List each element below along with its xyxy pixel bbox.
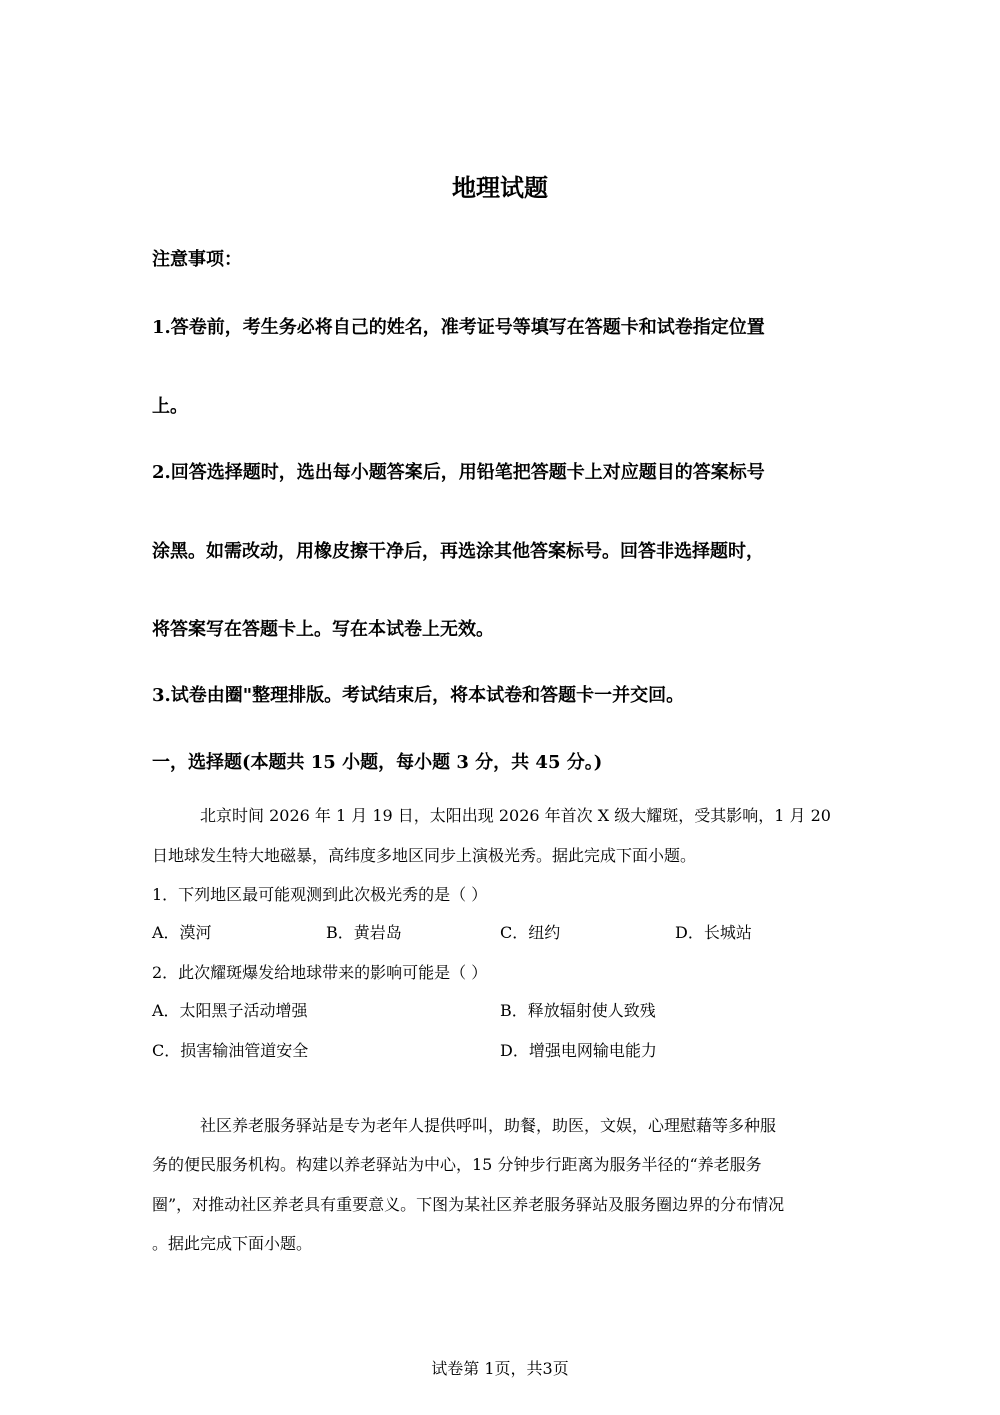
question-1-option-a: A．漠河 <box>152 923 212 942</box>
notice-item-2-line-1: 2.回答选择题时，选出每小题答案后，用铅笔把答题卡上对应题目的答案标号 <box>152 462 765 483</box>
passage-2-line-3: 圈”，对推动社区养老具有重要意义。下图为某社区养老服务驿站及服务圈边界的分布情况 <box>152 1195 785 1214</box>
notice-item-1-line-2: 上。 <box>152 396 188 417</box>
page-title: 地理试题 <box>452 173 548 202</box>
question-1-option-d: D．长城站 <box>675 923 752 942</box>
notice-item-1-line-1: 1.答卷前，考生务必将自己的姓名，准考证号等填写在答题卡和试卷指定位置 <box>152 317 765 338</box>
question-2-option-c: C．损害输油管道安全 <box>152 1041 309 1060</box>
page-footer: 试卷第 1页，共3页 <box>431 1359 569 1378</box>
notice-item-3: 3.试卷由圈"整理排版。考试结束后，将本试卷和答题卡一并交回。 <box>152 685 685 706</box>
passage-1-line-1: 北京时间 2026 年 1 月 19 日，太阳出现 2026 年首次 X 级大耀斑，受其影响，1 月 20 <box>200 806 831 825</box>
passage-1-line-2: 日地球发生特大地磁暴，高纬度多地区同步上演极光秀。据此完成下面小题。 <box>152 846 697 865</box>
notice-item-2-line-2: 涂黑。如需改动，用橡皮擦干净后，再选涂其他答案标号。回答非选择题时， <box>152 541 764 562</box>
passage-2-line-2: 务的便民服务机构。构建以养老驿站为中心，15 分钟步行距离为服务半径的“养老服务 <box>152 1155 762 1174</box>
question-1-stem: 1．下列地区最可能观测到此次极光秀的是（ ） <box>152 885 488 904</box>
passage-2-line-4: 。据此完成下面小题。 <box>152 1234 313 1253</box>
passage-2-line-1: 社区养老服务驿站是专为老年人提供呼叫，助餐，助医，文娱，心理慰藉等多种服 <box>200 1116 777 1135</box>
question-2-stem: 2．此次耀斑爆发给地球带来的影响可能是（ ） <box>152 963 488 982</box>
question-1-option-c: C．纽约 <box>500 923 561 942</box>
section-heading: 一，选择题(本题共 15 小题，每小题 3 分，共 45 分。) <box>152 752 603 773</box>
notice-item-2-line-3: 将答案写在答题卡上。写在本试卷上无效。 <box>152 619 494 640</box>
notice-heading: 注意事项： <box>152 249 242 270</box>
question-2-option-a: A．太阳黑子活动增强 <box>152 1001 308 1020</box>
question-2-option-d: D．增强电网输电能力 <box>500 1041 657 1060</box>
question-1-option-b: B．黄岩岛 <box>326 923 402 942</box>
question-2-option-b: B．释放辐射使人致残 <box>500 1001 656 1020</box>
